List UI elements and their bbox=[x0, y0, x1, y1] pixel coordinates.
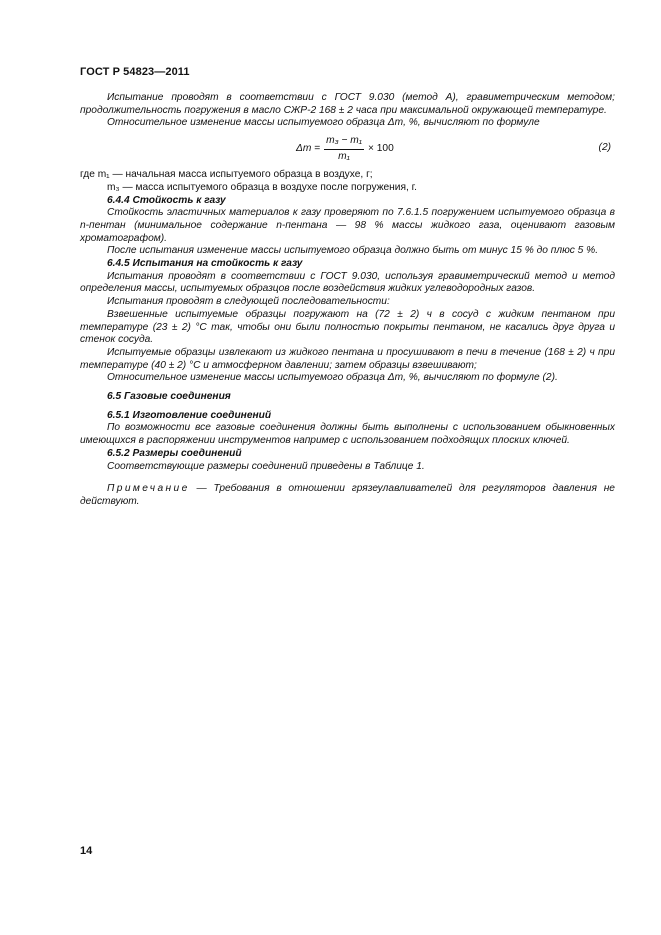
where-clause: где m₁ — начальная масса испытуемого образца в воздухе, г; bbox=[80, 169, 373, 181]
paragraph: Стойкость эластичных материалов к газу проверяют по 7.6.1.5 погружением испытуемого образца в n-пентан (минимальное содержание n-пентана — 98 % массы жидкого газа, оценивают газовым хроматографом). bbox=[80, 207, 615, 244]
section-heading: 6.5.2 Размеры соединений bbox=[107, 447, 242, 459]
section-heading: 6.4.5 Испытания на стойкость к газу bbox=[107, 258, 303, 270]
paragraph: Взвешенные испытуемые образцы погружают на (72 ± 2) ч в сосуд с жидким пентаном при температуре (23 ± 2) °С так, чтобы они были полностью покрыты пентаном, не касались друг друга и стенок сосуда. bbox=[80, 308, 615, 346]
where-clause: m₃ — масса испытуемого образца в воздухе после погружения, г. bbox=[107, 181, 417, 193]
paragraph: Относительное изменение массы испытуемого образца Δm, %, вычисляют по формуле (2). bbox=[107, 372, 558, 384]
paragraph: Испытания проводят в соответствии с ГОСТ 9.030, используя гравиметрический метод и метод определения массы, испытуемых образцов после воздействия жидких углеводородных газов. bbox=[80, 270, 615, 295]
section-heading: 6.4.4 Стойкость к газу bbox=[107, 194, 226, 206]
paragraph: Относительное изменение массы испытуемого образца Δm, %, вычисляют по формуле bbox=[107, 117, 540, 129]
note-label: Примечание bbox=[107, 483, 190, 495]
paragraph: По возможности все газовые соединения должны быть выполнены с использованием обыкновенных имеющихся в распоряжении инструментов например с использованием подходящих плоских ключей. bbox=[80, 422, 615, 447]
formula bbox=[296, 134, 394, 164]
paragraph: Соответствующие размеры соединений приведены в Таблице 1. bbox=[107, 460, 425, 472]
paragraph: После испытания изменение массы испытуемого образца должно быть от минус 15 % до плюс 5 %. bbox=[107, 245, 599, 257]
formula-multiplier: × 100 bbox=[367, 142, 394, 154]
formula-fraction bbox=[324, 135, 364, 163]
paragraph: Испытание проводят в соответствии с ГОСТ 9.030 (метод А), гравиметрическим методом; продолжительность погружения в масло СЖР-2 168 ± 2 часа при максимальной окружающей температуре. bbox=[80, 92, 615, 116]
section-heading: 6.5.1 Изготовление соединений bbox=[107, 409, 272, 421]
note-text: — Требования в отношении грязеулавливателей для регуляторов давления не действуют. bbox=[80, 483, 615, 507]
formula-number: (2) bbox=[598, 142, 611, 154]
section-heading: 6.5 Газовые соединения bbox=[107, 391, 231, 403]
formula-block bbox=[80, 134, 615, 164]
note bbox=[80, 483, 615, 508]
formula-numerator: m₃ − m₁ bbox=[324, 135, 364, 150]
document-body bbox=[80, 92, 615, 509]
paragraph: Испытуемые образцы извлекают из жидкого пентана и просушивают в печи в течение (168 ± 2) ч при температуре (40 ± 2) °С и атмосферном давлении; затем образцы взвешивают; bbox=[80, 346, 615, 371]
page-number: 14 bbox=[80, 845, 93, 857]
formula-lhs: Δm = bbox=[296, 142, 321, 154]
paragraph: Испытания проводят в следующей последовательности: bbox=[107, 296, 390, 308]
formula-denominator: m₁ bbox=[338, 150, 350, 162]
document-header: ГОСТ Р 54823—2011 bbox=[80, 66, 190, 78]
